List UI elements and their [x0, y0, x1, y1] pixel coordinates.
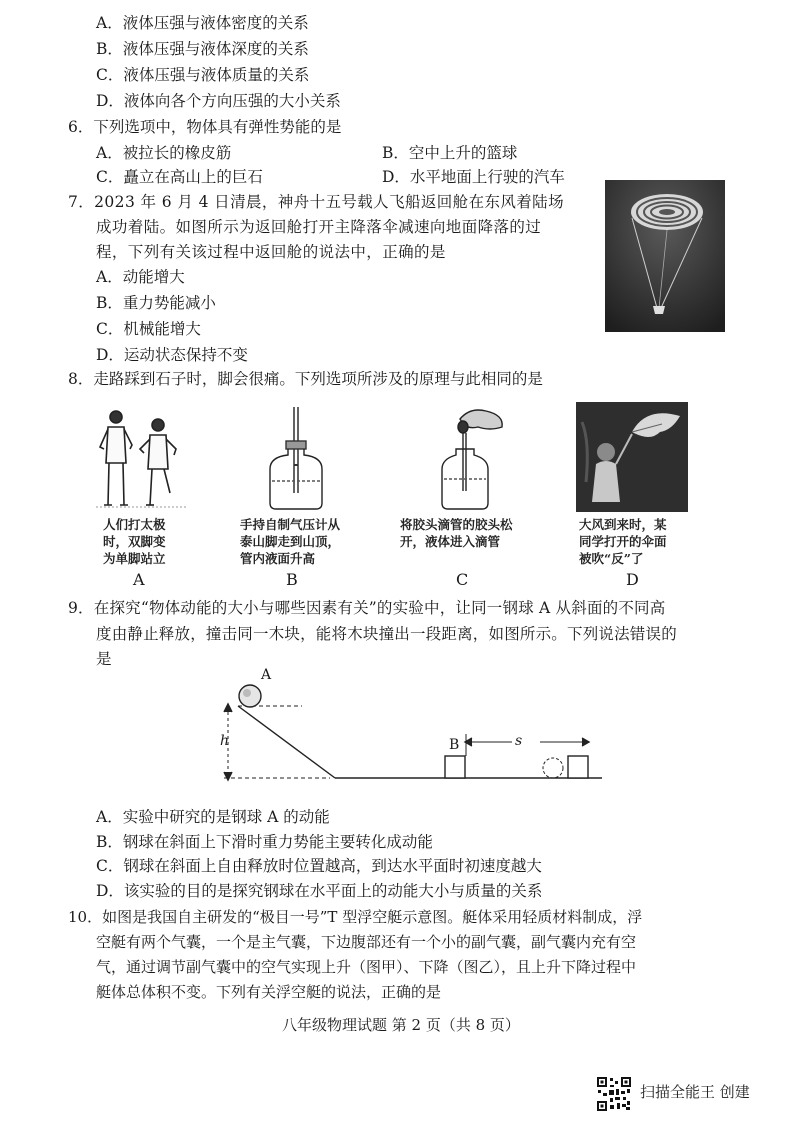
q8-letter-b: B [286, 570, 298, 589]
q8-caption-a-2: 时，双脚变 [103, 534, 166, 549]
q6-option-d: D．水平地面上行驶的汽车 [382, 168, 565, 186]
q8-caption-a-3: 为单脚站立 [103, 551, 166, 566]
q9-label-distance: s [515, 733, 523, 749]
q9-option-d: D．该实验的目的是探究钢球在水平面上的动能大小与质量的关系 [96, 882, 543, 900]
q7-option-d: D．运动状态保持不变 [96, 346, 248, 364]
page-footer: 八年级物理试题 第 2 页（共 8 页） [282, 1016, 520, 1034]
q10-line-3: 气，通过调节副气囊中的空气实现上升（图甲）、下降（图乙），且上升下降过程中 [96, 958, 637, 976]
q10-line-4: 艇体总体积不变。下列有关浮空艇的说法，正确的是 [96, 983, 442, 1001]
q5-option-d: D．液体向各个方向压强的大小关系 [96, 92, 341, 110]
q5-option-a: A．液体压强与液体密度的关系 [96, 14, 309, 32]
q6-option-c: C．矗立在高山上的巨石 [96, 168, 263, 186]
taichi-figure [96, 405, 186, 513]
q9-line-3: 是 [96, 650, 112, 668]
q8-caption-a-1: 人们打太极 [103, 517, 166, 532]
q8-caption-b-3: 管内液面升高 [240, 551, 316, 566]
q8-letter-d: D [626, 570, 639, 589]
q8-caption-c-2: 开，液体进入滴管 [400, 534, 501, 549]
q9-label-ball: A [261, 667, 272, 683]
q8-caption-d-1: 大风到来时，某 [579, 517, 667, 532]
q7-line-2: 成功着陆。如图所示为返回舱打开主降落伞减速向地面降落的过 [96, 218, 542, 236]
q7-line-1: 7．2023 年 6 月 4 日清晨，神舟十五号载人飞船返回舱在东风着陆场 [68, 193, 564, 211]
q8-caption-d-2: 同学打开的伞面 [579, 534, 667, 549]
q9-line-2: 度由静止释放，撞击同一木块，能将木块撞出一段距离，如图所示。下列说法错误的 [96, 625, 677, 643]
umbrella-photo [576, 402, 688, 512]
q7-option-b: B．重力势能减小 [96, 294, 216, 312]
q8-letter-a: A [133, 570, 145, 589]
q9-option-b: B．钢球在斜面上下滑时重力势能主要转化成动能 [96, 833, 433, 851]
q6-stem: 6．下列选项中，物体具有弹性势能的是 [68, 118, 342, 136]
q9-label-height: h [220, 733, 230, 749]
q9-option-a: A．实验中研究的是钢球 A 的动能 [96, 808, 330, 826]
q5-option-b: B．液体压强与液体深度的关系 [96, 40, 309, 58]
q8-letter-c: C [456, 570, 469, 589]
q7-option-a: A．动能增大 [96, 268, 185, 286]
qr-code-icon [596, 1076, 632, 1112]
q6-option-b: B．空中上升的篮球 [382, 144, 518, 162]
scanner-watermark: 扫描全能王 创建 [640, 1083, 750, 1101]
q8-caption-c-1: 将胶头滴管的胶头松 [400, 517, 513, 532]
dropper-figure [430, 405, 510, 513]
q5-option-c: C．液体压强与液体质量的关系 [96, 66, 310, 84]
q8-caption-d-3: 被吹“反”了 [579, 551, 644, 566]
q9-option-c: C．钢球在斜面上自由释放时位置越高，到达水平面时初速度越大 [96, 857, 542, 875]
q9-label-block: B [449, 737, 460, 753]
q8-caption-b-1: 手持自制气压计从 [240, 517, 341, 532]
barometer-bottle-figure [262, 405, 332, 513]
incline-experiment-figure [210, 666, 605, 786]
q9-line-1: 9．在探究“物体动能的大小与哪些因素有关”的实验中，让同一钢球 A 从斜面的不同高 [68, 599, 666, 617]
q10-line-1: 10．如图是我国自主研发的“极目一号”T 型浮空艇示意图。艇体采用轻质材料制成，浮 [68, 908, 643, 926]
q10-line-2: 空艇有两个气囊，一个是主气囊，下边腹部还有一个小的副气囊，副气囊内充有空 [96, 933, 637, 951]
q6-option-a: A．被拉长的橡皮筋 [96, 144, 232, 162]
parachute-photo [605, 180, 725, 332]
q7-option-c: C．机械能增大 [96, 320, 201, 338]
q8-caption-b-2: 泰山脚走到山顶， [240, 534, 341, 549]
q7-line-3: 程，下列有关该过程中返回舱的说法中，正确的是 [96, 243, 446, 261]
q8-stem: 8．走路踩到石子时，脚会很痛。下列选项所涉及的原理与此相同的是 [68, 370, 543, 388]
